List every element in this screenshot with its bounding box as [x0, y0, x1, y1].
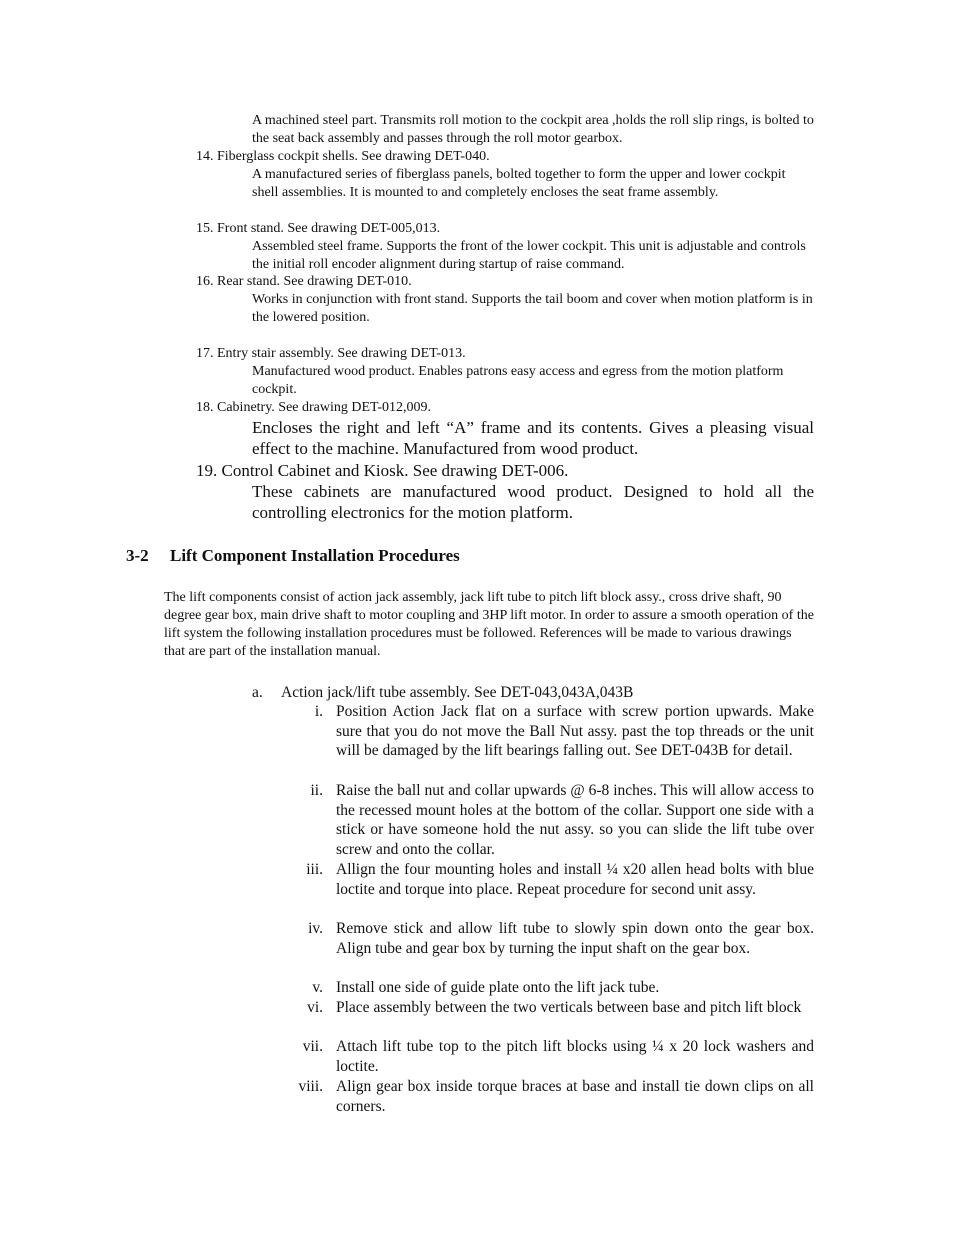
item18-heading: 18. Cabinetry. See drawing DET-012,009. — [196, 400, 431, 415]
step-text: Remove stick and allow lift tube to slowly spin down onto the gear box. Align tube and gear box by turning the input shaft on the gear box. — [336, 920, 814, 957]
step-text: Attach lift tube top to the pitch lift blocks using ¼ x 20 lock washers and loctite. — [336, 1038, 814, 1075]
step-number: ii. — [310, 782, 323, 799]
section-title: Lift Component Installation Procedures — [170, 546, 460, 565]
step-number: vii. — [302, 1038, 323, 1055]
step-number: v. — [312, 979, 323, 996]
step-text: Install one side of guide plate onto the lift jack tube. — [336, 979, 660, 996]
step-number: iv. — [308, 920, 323, 937]
item17-description: Manufactured wood product. Enables patrons easy access and egress from the motion platform cockpit. — [252, 364, 784, 397]
item14-heading: 14. Fiberglass cockpit shells. See drawing DET-040. — [196, 149, 490, 164]
section-number: 3-2 — [126, 546, 149, 565]
step-text: Align gear box inside torque braces at base and install tie down clips on all corners. — [336, 1078, 814, 1115]
procedure-a-title: Action jack/lift tube assembly. See DET-043,043A,043B — [281, 684, 634, 701]
item15-heading: 15. Front stand. See drawing DET-005,013. — [196, 221, 441, 236]
item19-description: These cabinets are manufactured wood product. Designed to hold all the controlling electronics for the motion platform. — [252, 482, 814, 522]
item15-description: Assembled steel frame. Supports the front of the lower cockpit. This unit is adjustable and controls the initial roll encoder alignment during startup of raise command. — [252, 239, 806, 272]
item16-heading: 16. Rear stand. See drawing DET-010. — [196, 274, 412, 289]
item13-description: A machined steel part. Transmits roll motion to the cockpit area ,holds the roll slip rings, is bolted to the seat back assembly and passes through the roll motor gearbox. — [252, 113, 814, 146]
item18-description: Encloses the right and left “A” frame and its contents. Gives a pleasing visual effect to the machine. Manufactured from wood product. — [252, 418, 814, 458]
step-number: vi. — [307, 999, 323, 1016]
step-number: viii. — [298, 1078, 323, 1095]
item19-heading: 19. Control Cabinet and Kiosk. See drawing DET-006. — [196, 461, 569, 480]
step-text: Allign the four mounting holes and install ¼ x20 allen head bolts with blue loctite and torque into place. Repeat procedure for second unit assy. — [336, 861, 814, 898]
step-text: Place assembly between the two verticals between base and pitch lift block — [336, 999, 802, 1016]
step-number: i. — [314, 703, 323, 720]
item14-description: A manufactured series of fiberglass panels, bolted together to form the upper and lower cockpit shell assemblies. It is mounted to and completely encloses the seat frame assembly. — [252, 167, 786, 200]
step-text: Position Action Jack flat on a surface with screw portion upwards. Make sure that you do not move the Ball Nut assy. past the top threads or the unit will be damaged by the lift bearings falling out. See DET-043B for detail. — [336, 703, 814, 760]
procedure-a-marker: a. — [252, 684, 263, 701]
step-number: iii. — [306, 861, 323, 878]
step-text: Raise the ball nut and collar upwards @ 6-8 inches. This will allow access to the recessed mount holes at the bottom of the collar. Support one side with a stick or have someone hold the nut assy. so you can slide the lift tube over screw and onto the collar. — [336, 782, 814, 858]
section-intro: The lift components consist of action jack assembly, jack lift tube to pitch lift block assy., cross drive shaft, 90 degree gear box, main drive shaft to motor coupling and 3HP lift motor. In order to assure a smooth operation of the lift system the following installation procedures must be followed. References will be made to various drawings that are part of the installation manual. — [164, 590, 814, 659]
item16-description: Works in conjunction with front stand. Supports the tail boom and cover when motion platform is in the lowered position. — [252, 292, 813, 325]
item17-heading: 17. Entry stair assembly. See drawing DET-013. — [196, 346, 466, 361]
